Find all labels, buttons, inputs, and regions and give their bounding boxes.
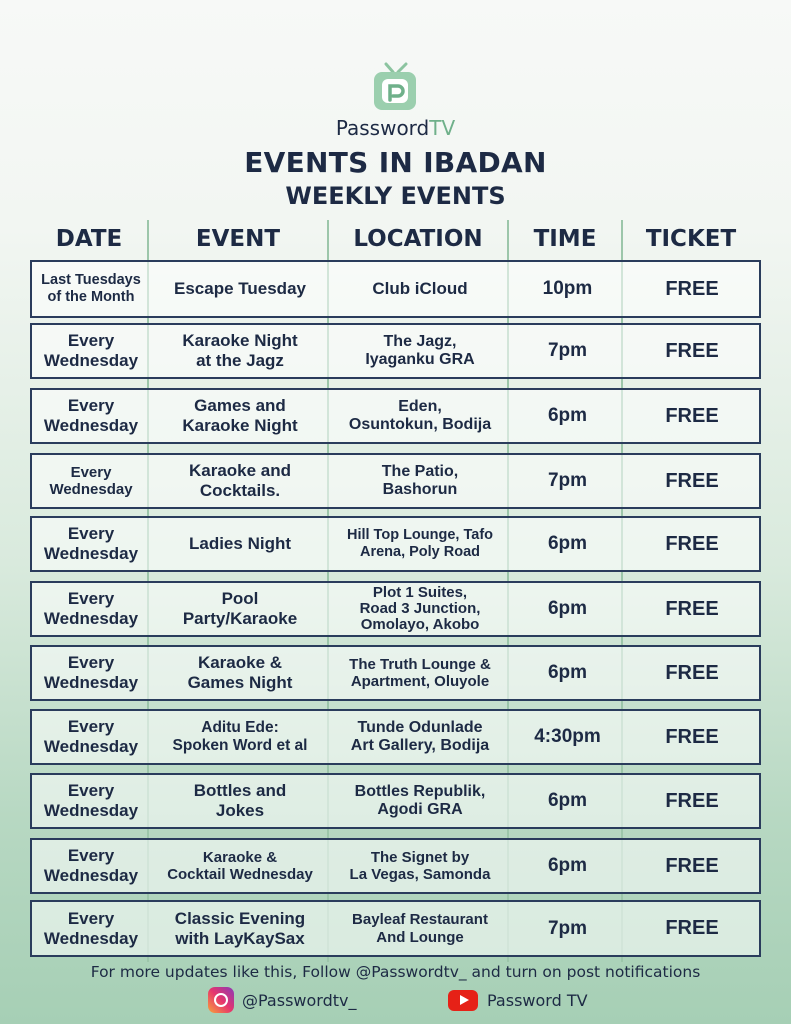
row-date: Every Wednesday bbox=[43, 846, 139, 885]
row-ticket: FREE bbox=[665, 789, 719, 812]
table-row bbox=[30, 581, 761, 637]
table-row bbox=[30, 900, 761, 957]
table-row bbox=[30, 773, 761, 829]
row-event: Karaoke Night at the Jagz bbox=[182, 331, 298, 370]
row-time: 6pm bbox=[547, 662, 588, 684]
footer-note: For more updates like this, Follow @Passwordtv_ and turn on post notifications bbox=[90, 963, 701, 981]
instagram-icon bbox=[208, 987, 234, 1013]
row-time: 4:30pm bbox=[534, 726, 601, 748]
youtube-label: Password TV bbox=[487, 990, 588, 1010]
row-ticket: FREE bbox=[665, 917, 719, 939]
row-ticket: FREE bbox=[665, 597, 719, 620]
row-event: Games and Karaoke Night bbox=[182, 396, 298, 435]
row-location: Hill Top Lounge, Tafo Arena, Poly Road bbox=[346, 527, 494, 560]
row-event: Pool Party/Karaoke bbox=[182, 589, 298, 628]
row-time: 6pm bbox=[547, 533, 588, 555]
row-date: Every Wednesday bbox=[43, 396, 139, 435]
row-location: Bottles Republik, Agodi GRA bbox=[354, 782, 486, 818]
row-date: Every Wednesday bbox=[49, 463, 133, 498]
row-event: Karaoke and Cocktails. bbox=[188, 461, 292, 500]
row-time: 7pm bbox=[547, 470, 588, 492]
youtube-icon bbox=[448, 990, 478, 1011]
row-event: Bottles and Jokes bbox=[193, 781, 287, 820]
column-header-time: TIME bbox=[533, 226, 597, 252]
table-row bbox=[30, 260, 761, 318]
table-row bbox=[30, 453, 761, 509]
row-event: Ladies Night bbox=[188, 534, 291, 554]
table-row bbox=[30, 838, 761, 894]
instagram-handle[interactable] bbox=[208, 986, 356, 1014]
column-header-ticket: TICKET bbox=[645, 226, 737, 252]
row-event: Classic Evening with LayKaySax bbox=[174, 908, 306, 948]
row-date: Last Tuesdays of the Month bbox=[41, 272, 141, 305]
row-ticket: FREE bbox=[665, 661, 719, 684]
row-time: 6pm bbox=[547, 598, 588, 620]
row-ticket: FREE bbox=[665, 725, 719, 748]
row-event: Aditu Ede: Spoken Word et al bbox=[172, 719, 308, 754]
row-date: Every Wednesday bbox=[43, 589, 139, 628]
table-row bbox=[30, 516, 761, 572]
row-date: Every Wednesday bbox=[43, 524, 139, 563]
table-row bbox=[30, 709, 761, 765]
row-time: 6pm bbox=[547, 790, 588, 812]
row-location: The Signet by La Vegas, Samonda bbox=[349, 848, 491, 883]
row-date: Every Wednesday bbox=[43, 908, 139, 948]
row-location: The Patio, Bashorun bbox=[381, 462, 459, 498]
row-ticket: FREE bbox=[665, 277, 719, 300]
column-header-event: EVENT bbox=[195, 226, 281, 252]
row-location: Club iCloud bbox=[372, 279, 468, 299]
table-row bbox=[30, 645, 761, 701]
instagram-label: @Passwordtv_ bbox=[242, 990, 357, 1010]
row-date: Every Wednesday bbox=[43, 653, 139, 692]
row-ticket: FREE bbox=[665, 532, 719, 555]
row-location: Plot 1 Suites, Road 3 Junction, Omolayo, Akobo bbox=[359, 584, 481, 633]
table-row bbox=[30, 388, 761, 444]
row-date: Every Wednesday bbox=[43, 717, 139, 756]
tv-logo-icon bbox=[372, 62, 418, 114]
youtube-channel[interactable] bbox=[448, 986, 588, 1014]
row-time: 6pm bbox=[547, 405, 588, 427]
column-header-date: DATE bbox=[55, 226, 123, 252]
brand-name: PasswordTV bbox=[335, 116, 456, 140]
page-subtitle: WEEKLY EVENTS bbox=[285, 182, 506, 210]
row-location: Tunde Odunlade Art Gallery, Bodija bbox=[350, 718, 490, 754]
row-time: 7pm bbox=[547, 340, 588, 362]
row-time: 6pm bbox=[547, 855, 588, 877]
row-date: Every Wednesday bbox=[43, 781, 139, 820]
row-event: Karaoke & Games Night bbox=[187, 653, 293, 692]
row-ticket: FREE bbox=[665, 854, 719, 877]
row-time: 7pm bbox=[547, 917, 588, 939]
page-title: EVENTS IN IBADAN bbox=[244, 146, 547, 179]
row-location: The Jagz, Iyaganku GRA bbox=[365, 332, 475, 368]
row-location: Eden, Osuntokun, Bodija bbox=[348, 397, 492, 433]
row-event: Karaoke & Cocktail Wednesday bbox=[167, 848, 313, 883]
row-location: Bayleaf Restaurant And Lounge bbox=[352, 911, 488, 946]
row-ticket: FREE bbox=[665, 404, 719, 427]
column-header-location: LOCATION bbox=[353, 226, 483, 252]
table-row bbox=[30, 323, 761, 379]
row-ticket: FREE bbox=[665, 469, 719, 492]
row-ticket: FREE bbox=[665, 339, 719, 362]
row-event: Escape Tuesday bbox=[174, 279, 306, 299]
row-time: 10pm bbox=[542, 278, 593, 300]
row-location: The Truth Lounge & Apartment, Oluyole bbox=[349, 655, 491, 690]
row-date: Every Wednesday bbox=[43, 331, 139, 370]
